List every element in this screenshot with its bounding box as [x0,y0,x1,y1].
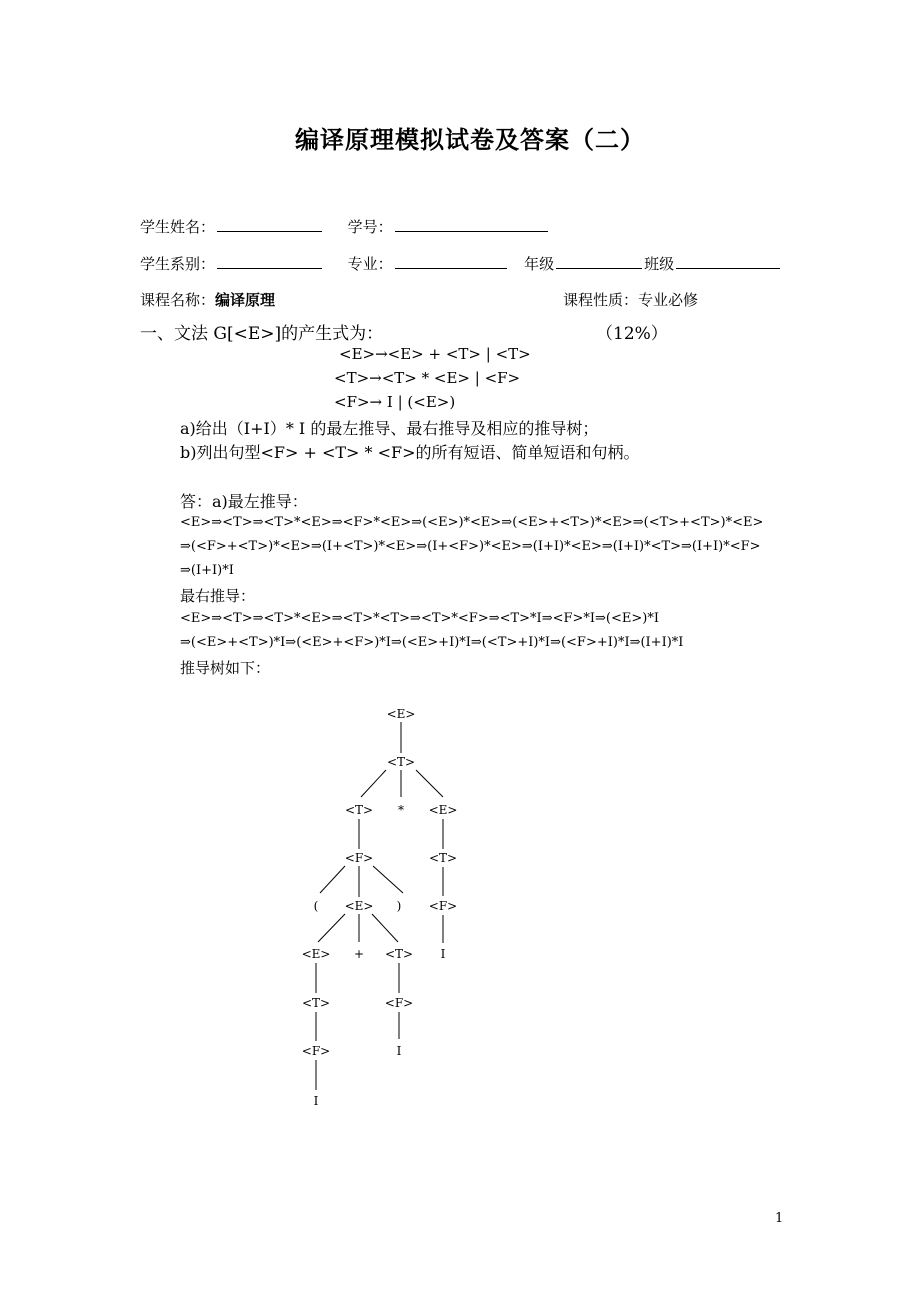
node-f4: <F> [301,1044,331,1058]
node-star: * [398,803,404,817]
leftmost-line-2: ⇒(<F>+<T>)*<E>⇒(I+<T>)*<E>⇒(I+<F>)*<E>⇒(I+I)*<E>⇒(I+I)*<T>⇒(I+I)*<F> [180,539,761,554]
nature-value: 专业必修 [638,291,699,309]
node-t3: <T> [428,851,458,865]
node-lparen: ( [313,899,319,913]
production-3: <F>→ I | (<E>) [334,393,456,411]
node-root: <E> [386,707,416,721]
course-label: 课程名称： [140,291,216,309]
node-t5: <T> [301,996,331,1010]
node-t4: <T> [384,947,414,961]
edge-f1-rp [373,866,403,893]
edge-t1-t2 [361,770,386,797]
node-plus: + [353,947,365,961]
major-label: 专业： [347,255,393,273]
rightmost-line-1: <E>⇒<T>⇒<T>*<E>⇒<T>*<T>⇒<T>*<F>⇒<T>*I⇒<F>*I⇒(<E>)*I [180,611,659,626]
leftmost-line-1: <E>⇒<T>⇒<T>*<E>⇒<F>*<E>⇒(<E>)*<E>⇒(<E>+<T>)*<E>⇒(<T>+<T>)*<E> [180,515,764,530]
node-f3: <F> [384,996,414,1010]
tree-label: 推导树如下： [180,659,271,677]
leftmost-line-3: ⇒(I+I)*I [180,563,234,578]
edge-e3-e4 [318,914,345,942]
production-2: <T>→<T> * <E> | <F> [334,369,521,387]
edge-e3-t4 [372,914,398,942]
production-1: <E>→<E> + <T> | <T> [339,345,531,363]
node-t1: <T> [386,755,416,769]
dept-label: 学生系别： [140,255,216,273]
node-e3: <E> [344,899,374,913]
question1-heading: 一、文法 G[<E>]的产生式为： [140,324,384,344]
node-e4: <E> [301,947,331,961]
node-i2: I [396,1044,402,1058]
page-number: 1 [775,1211,784,1226]
rightmost-line-2: ⇒(<E>+<T>)*I⇒(<E>+<F>)*I⇒(<E>+I)*I⇒(<T>+I)*I⇒(<F>+I)*I⇒(I+I)*I [180,635,684,650]
course-value: 编译原理 [215,291,276,309]
part-b: b)列出句型<F> + <T> * <F>的所有短语、简单短语和句柄。 [180,443,640,462]
node-e2: <E> [428,803,458,817]
tree-edges [313,722,443,1090]
node-f2: <F> [428,899,458,913]
name-label: 学生姓名： [140,218,216,236]
nature-label: 课程性质： [563,291,639,309]
grade-label: 年级 [524,255,555,273]
student-id-label: 学号： [347,218,393,236]
answer-intro: 答：a)最左推导： [180,492,308,511]
class-label: 班级 [644,255,675,273]
tree-nodes [302,707,458,1108]
part-a: a)给出（I+I）* I 的最左推导、最右推导及相应的推导树； [180,419,599,438]
node-f1: <F> [344,851,374,865]
node-t2: <T> [344,803,374,817]
question1-score: （12%） [596,324,668,344]
edge-f1-lp [320,866,345,893]
node-i1: I [440,947,446,961]
page-title: 编译原理模拟试卷及答案（二） [295,125,645,154]
node-rparen: ) [396,899,402,913]
rightmost-label: 最右推导： [180,587,256,605]
node-i3: I [313,1094,319,1108]
edge-t1-e2 [416,770,443,797]
